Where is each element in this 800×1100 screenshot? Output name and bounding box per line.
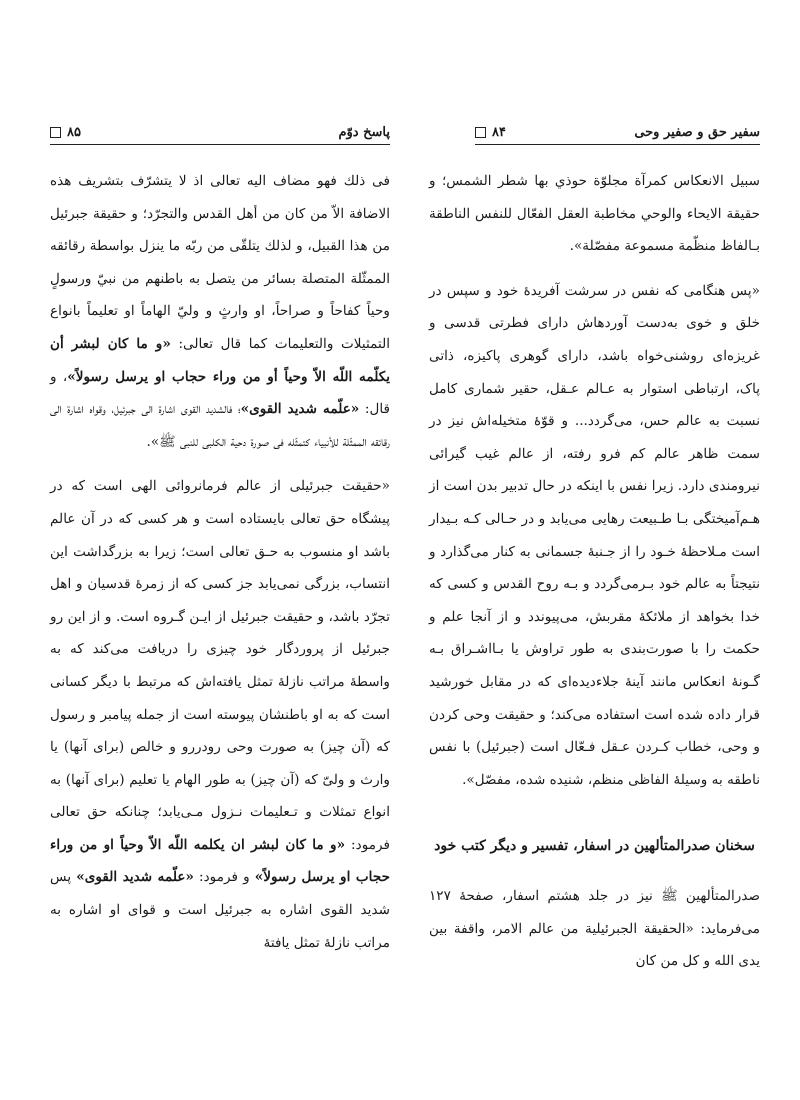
- text-run: و فرمود:: [193, 869, 255, 886]
- page-84: [425, 0, 800, 1100]
- paragraph: صدرالمتألهین ﷺ نیز در جلد هشتم اسفار، صفحهٔ ۱۲۷ می‌فرماید: «الحقيقة الجبرئيلية من عالم الامر، واقفة بين يدى الله و كل من كان: [429, 888, 760, 970]
- text-run: ، و قال:: [50, 368, 390, 418]
- page-number: ۸۵: [67, 124, 81, 140]
- quran-verse: «علّمه شديد القوى»: [76, 869, 194, 886]
- running-title: سفیر حق و صفیر وحی: [634, 124, 760, 140]
- quran-verse: «علّمه شديد القوى»: [240, 401, 360, 418]
- quran-verse: «و ما كان لبشر ان يكلمه اللّه الاّ وحياً او من وراء حجاب او يرسل رسولاً»: [50, 836, 391, 886]
- page-number: ۸۴: [492, 124, 506, 140]
- text-run: پس شدید القوی اشاره به جبرئیل است و قوای او اشاره به مراتب نازلهٔ تمثل یافتهٔ: [50, 869, 390, 951]
- page-number-group: [475, 125, 506, 140]
- text-run: ؛ فالشديد القوى اشارة الى جبرئيل، وقواه اشارة الى رقائقه الممثّلة للأنبياء كتمثّله فى صورة دحية الكلبى للنبى ﷺ».: [50, 401, 390, 450]
- quran-verse: «و ما كان لبشر أن يكلّمه اللّه الاّ وحياً أو من وراء حجاب او يرسل رسولاً»: [50, 335, 390, 385]
- page-header: [475, 120, 760, 145]
- text-run: «حقیقت جبرئیلی از عالم فرمانروائی الهی است که در پیشگاه حق تعالی بایستاده است و هر کسی که در آن عالم باشد او منسوب به حـق تعالی است؛ زیرا به بزرگداشت این انتساب، بزرگی نمی‌یابد جز کسی که از زمرهٔ قدسیان و اهل تجرّد باشد، و حقیقت جبرئیل از ایـن گـروه است. و از این رو جبرئیل از پروردگار خود چیزی را دریافت می‌کند که به واسطهٔ مراتب نازلهٔ تمثل یافته‌اش که مرتبط با دیگر کسانی است که به او باطنشان پیوسته است از جمله پیامبر و رسول که (آن چیز) به صورت وحی رودررو و خالص (برای آنها) یا وارث و ولیّ که (آن چیز) به طور الهام یا تعلیم (برای آنها) به انواع تمثلات و تـعلیمات نـزول مـی‌یابد؛ چنانکه حق تعالی فرمود:: [50, 478, 390, 853]
- box-icon: [475, 127, 486, 138]
- paragraph: [50, 470, 390, 959]
- page-85: [0, 0, 390, 1100]
- paragraph: سبيل الانعكاس كمرآة مجلوّة حوذي بها شطر الشمس؛ و حقيقة الايحاء والوحي مخاطبة العقل الفعّال للنفس الناطقة بـالفاظ منظّمة مسموعة مفصّلة».: [429, 173, 760, 255]
- page-number-group: [50, 125, 81, 140]
- page-body: [429, 165, 760, 978]
- running-title: پاسخ دوّم: [338, 124, 390, 140]
- paragraph: «پس هنگامی که نفس در سرشت آفریدهٔ خود و سپس در خلق و خوی به‌دست آوردهاش دارای فطرتی قدسی و غریزه‌ای روشنی‌خواه باشد، دارای گوهری پاکیزه، ذاتی پاک، ارتباطی استوار به عـالم عـقل، حقیر شماری کامل نسبت به عالم حس، می‌گردد... و قوّهٔ متخیله‌اش نیز در سمت ظاهر عالم کم فرو رفته، از عالم غیب گیرائی نیرومندی دارد. زیرا نفس با اینکه در حال تدبیر بدن است از هـم‌آمیختگی بـا طـبیعت رهایی می‌یابد و در حـالی کـه بـیدار است مـلاحظهٔ خـود را از جـنبهٔ جسمانی به کنار می‌گذارد و نتیجتاً به عالم خود بـرمی‌گردد و بـه روح القدس و کسی که خدا بخواهد از ملائکهٔ مقربش، می‌پیوندد و از آنجا علم و حکمت را با صورت‌بندی به طور تراوش یا بـااشـراق بـه گـونهٔ انعکاس مانند آینهٔ جلاءدیده‌ای که در مقابل خورشید قرار داده شده است استفاده می‌کند؛ و حقیقت وحی کردن و وحی، خطاب کـردن عـقل فـعّال است (جبرئیل) با نفس ناطقه به وسیلهٔ الفاظی منظم، شنیده شده، مفصّل».: [429, 282, 760, 788]
- page-header: [50, 120, 390, 145]
- page-body: [50, 165, 390, 959]
- section-heading: سخنان صدرالمتألهین در اسفار، تفسیر و دیگر کتب خود: [434, 838, 755, 855]
- box-icon: [50, 127, 61, 138]
- text-run: فى ذلك فهو مضاف اليه تعالى اذ لا يتشرّف بتشريف هذه الاضافة الاّ من كان من أهل القدس والتجرّد؛ و حقيقة جبرئيل من هذا القبيل، و لذلك يتلقّى من ربّه ما ينزل بواسطة رقائقه الممثّلة المتصلة بسائر من يتصل به باطنهم من نبيّ ورسولٍ وحياً كفاحاً و صراحاً، او وارثٍ و وليّ الهاماً او تعليماً بانواع التمثيلات والتعليمات كما قال تعالى:: [50, 173, 390, 352]
- paragraph: [50, 165, 390, 458]
